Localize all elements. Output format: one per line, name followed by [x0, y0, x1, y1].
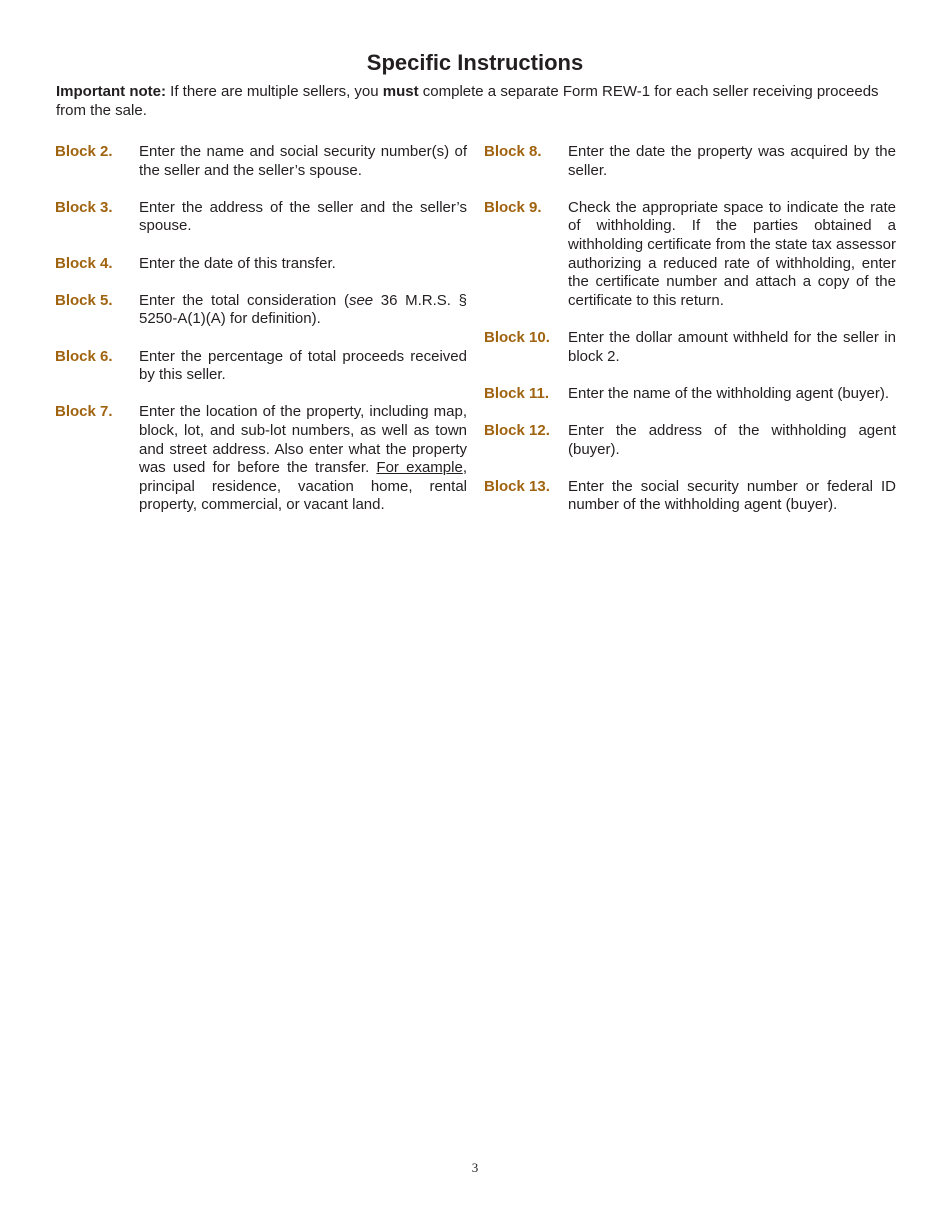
block-text-underlined: For example [376, 459, 463, 477]
block-text: Enter the date the property was acquired by the seller. [568, 143, 896, 179]
block-text: Enter the address of the seller and the seller’s spouse. [139, 198, 467, 235]
block-label: Block 4. [55, 254, 113, 272]
block-label: Block 13. [484, 477, 550, 495]
block-item [55, 255, 467, 274]
block-item [484, 478, 896, 515]
block-item [55, 292, 467, 329]
block-text: Enter the address of the withholding agent (buyer). [568, 421, 896, 458]
right-column [484, 143, 896, 533]
block-item [55, 143, 467, 180]
block-label: Block 10. [484, 328, 550, 346]
page-number: 3 [471, 1160, 479, 1175]
block-text-part: Enter the location of the property, including map, block, lot, and sub-lot numbers, as well as town and street address. Also enter what the property was used for before the transfer. [139, 403, 467, 477]
block-text-part: Enter the total consideration ( [139, 291, 349, 309]
block-text: Enter the social security number or federal ID number of the withholding agent (buyer). [568, 477, 896, 514]
block-item [55, 199, 467, 236]
note-lead: Important note: [56, 83, 166, 100]
block-item [484, 143, 896, 180]
block-text-part: , principal residence, vacation home, rental property, commercial, or vacant land. [139, 459, 467, 514]
note-text-1: If there are multiple sellers, you [166, 83, 383, 100]
page-title: Specific Instructions [366, 50, 584, 75]
block-text: Enter the name and social security number(s) of the seller and the seller’s spouse. [139, 143, 467, 179]
block-text: Enter the dollar amount withheld for the seller in block 2. [568, 328, 896, 365]
block-label: Block 5. [55, 291, 113, 309]
block-text-italic: see [348, 291, 374, 309]
block-label: Block 3. [55, 198, 113, 216]
block-item [484, 422, 896, 459]
block-label: Block 2. [55, 143, 113, 160]
block-label: Block 8. [484, 143, 542, 160]
block-item [484, 329, 896, 366]
block-label: Block 11. [484, 384, 550, 402]
block-text: Check the appropriate space to indicate the rate of withholding. If the parties obtained a withholding certificate from the state tax assessor authorizing a reduced rate of withholding, enter the certificate number and attach a copy of the certificate to this return. [568, 198, 896, 309]
block-text: Enter the name of the withholding agent (buyer). [568, 384, 890, 402]
block-label: Block 9. [484, 198, 542, 216]
block-item [55, 348, 467, 385]
block-label: Block 12. [484, 421, 550, 439]
note-emphasis: must [382, 83, 419, 100]
block-item [484, 199, 896, 311]
block-item [484, 385, 896, 404]
block-item [55, 403, 467, 515]
left-column [55, 143, 467, 533]
block-text-part: 36 M.R.S. § 5250-A(1)(A) for definition). [139, 291, 467, 328]
important-note [56, 82, 896, 120]
block-label: Block 6. [55, 347, 113, 365]
note-text-2: complete a separate Form REW-1 for each seller receiving proceeds from the sale. [56, 83, 879, 119]
block-text: Enter the date of this transfer. [139, 254, 336, 272]
block-text [139, 403, 467, 515]
block-text: Enter the percentage of total proceeds received by this seller. [139, 347, 467, 384]
block-text [139, 292, 467, 329]
block-label: Block 7. [55, 403, 113, 421]
